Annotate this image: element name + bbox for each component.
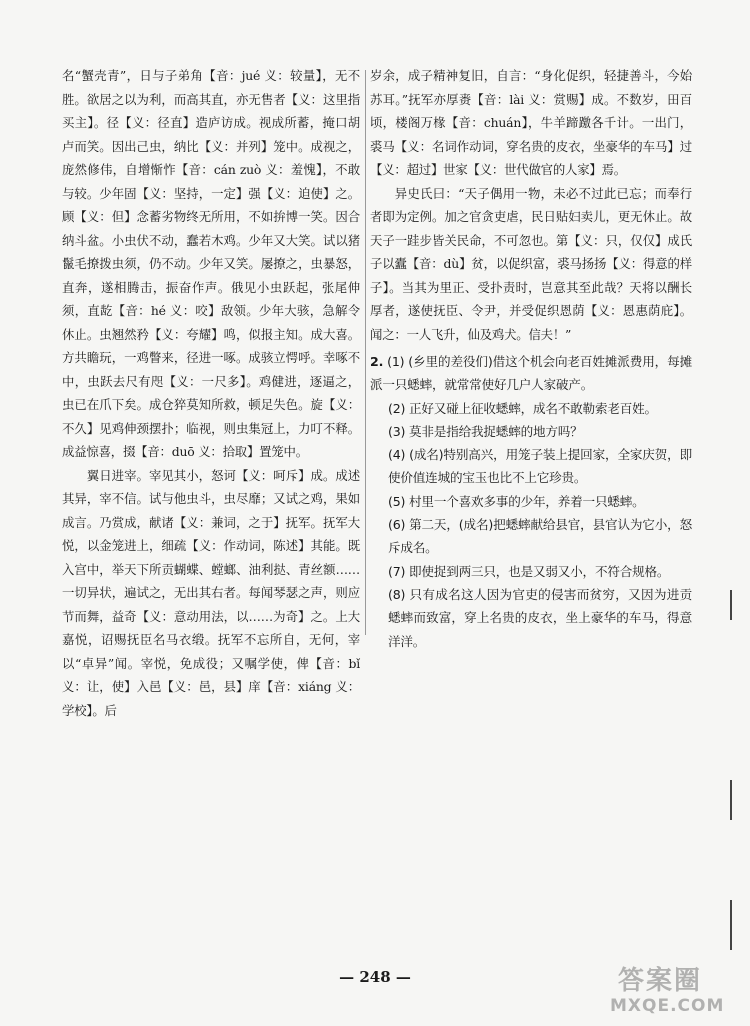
answer-section xyxy=(370,350,692,653)
answer-item: (3) 莫非是指给我捉蟋蟀的地方吗？ xyxy=(388,423,583,439)
column-divider xyxy=(365,70,366,635)
answer-number: 2. xyxy=(370,354,384,369)
paragraph-continuation: 名“蟹壳青”，日与子弟角【音：jué 义：较量】，无不胜。欲居之以为利，而高其直，亦无售者【义：这里指买主】。径【义：径直】造庐访成。视成所蓄，掩口胡卢而笑。因出己虫，纳比【义：并列】笼中。成视之，庞然修伟，自增惭怍【音：cán zuò 义：羞愧】，不敢与较。少年固【义：坚持，一定】强【义：迫使】之。顾【义：但】念蓄劣物终无所用，不如拚博一笑。因合纳斗盆。小虫伏不动，蠢若木鸡。少年又大笑。试以猪鬣毛撩拨虫须，仍不动。少年又笑。屡撩之，虫暴怒，直奔，遂相腾击，振奋作声。俄见小虫跃起，张尾伸须，直龁【音：hé 义：咬】敌领。少年大骇，急解令休止。虫翘然矜【义：夸耀】鸣，似报主知。成大喜。方共瞻玩，一鸡瞥来，径进一啄。成骇立愕呼。幸啄不中，虫跃去尺有咫【义：一尺多】。鸡健进，逐逼之，虫已在爪下矣。成仓猝莫知所救，顿足失色。旋【义：不久】见鸡伸颈摆扑；临视，则虫集冠上，力叮不释。成益惊喜，掇【音：duō 义：拾取】置笼中。 xyxy=(62,68,360,459)
answer-item: (2) 正好又碰上征收蟋蟀，成名不敢勒索老百姓。 xyxy=(388,400,657,416)
answer-item xyxy=(370,350,692,397)
left-text-column xyxy=(62,64,360,722)
watermark-url: MXQE.COM xyxy=(610,996,725,1016)
answer-item: (4) (成名)特别高兴，用笼子装上提回家，全家庆贺，即使价值连城的宝玉也比不上它珍贵。 xyxy=(388,447,692,486)
answer-item: (8) 只有成名这人因为官吏的侵害而贫穷，又因为进贡蟋蟀而致富，穿上名贵的皮衣，坐上豪华的车马，得意洋洋。 xyxy=(388,586,692,649)
answer-item: (5) 村里一个喜欢多事的少年，养着一只蟋蟀。 xyxy=(388,493,645,509)
watermark-logo-text: 答案圈 xyxy=(618,966,703,996)
page-number: — 248 — xyxy=(339,968,411,986)
right-text-column xyxy=(370,64,692,653)
paragraph-commentary: 异史氏曰：“天子偶用一物，未必不过此已忘；而奉行者即为定例。加之官贪吏虐，民日贴妇卖儿，更无休止。故天子一跬步皆关民命，不可忽也。第【义：只，仅仅】成氏子以蠹【音：dù】贫，以促织富，裘马扬扬【义：得意的样子】。当其为里正、受扑责时，岂意其至此哉？天将以酬长厚者，遂使抚臣、令尹，并受促织恩荫【义：恩惠荫庇】。闻之：一人飞升，仙及鸡犬。信夫！” xyxy=(370,185,692,342)
answer-item: (6) 第二天，(成名)把蟋蟀献给县官，县官认为它小，怒斥成名。 xyxy=(388,517,692,556)
binding-edge-mark xyxy=(728,570,734,990)
site-watermark xyxy=(610,960,740,1022)
paragraph-year-later: 岁余，成子精神复旧，自言：“身化促织，轻捷善斗，今始苏耳。”抚军亦厚赉【音：lài 义：赏赐】成。不数岁，田百顷，楼阁万椽【音：chuán】，牛羊蹄躈各千计。一出门，裘马【义：名词作动词，穿名贵的皮衣，坐豪华的车马】过【义：超过】世家【义：世代做官的人家】焉。 xyxy=(370,68,692,177)
paragraph-next-day: 翼日进宰。宰见其小，怒诃【义：呵斥】成。成述其异，宰不信。试与他虫斗，虫尽靡；又试之鸡，果如成言。乃赏成，献诸【义：兼词，之于】抚军。抚军大悦，以金笼进上，细疏【义：作动词，陈述】其能。既入宫中，举天下所贡蝴蝶、螳螂、油利挞、青丝额……一切异状，遍试之，无出其右者。每闻琴瑟之声，则应节而舞，益奇【义：意动用法，以……为奇】之。上大嘉悦，诏赐抚臣名马衣缎。抚军不忘所自，无何，宰以“卓异”闻。宰悦，免成役；又嘱学使，俾【音：bǐ 义：让，使】入邑【义：邑，县】庠【音：xiáng 义：学校】。后 xyxy=(62,467,360,718)
answer-item: (7) 即使捉到两三只，也是又弱又小，不符合规格。 xyxy=(388,563,670,579)
answer-text: (1) (乡里的差役们)借这个机会向老百姓摊派费用，每摊派一只蟋蟀，就常常使好几户人家破产。 xyxy=(370,354,692,393)
